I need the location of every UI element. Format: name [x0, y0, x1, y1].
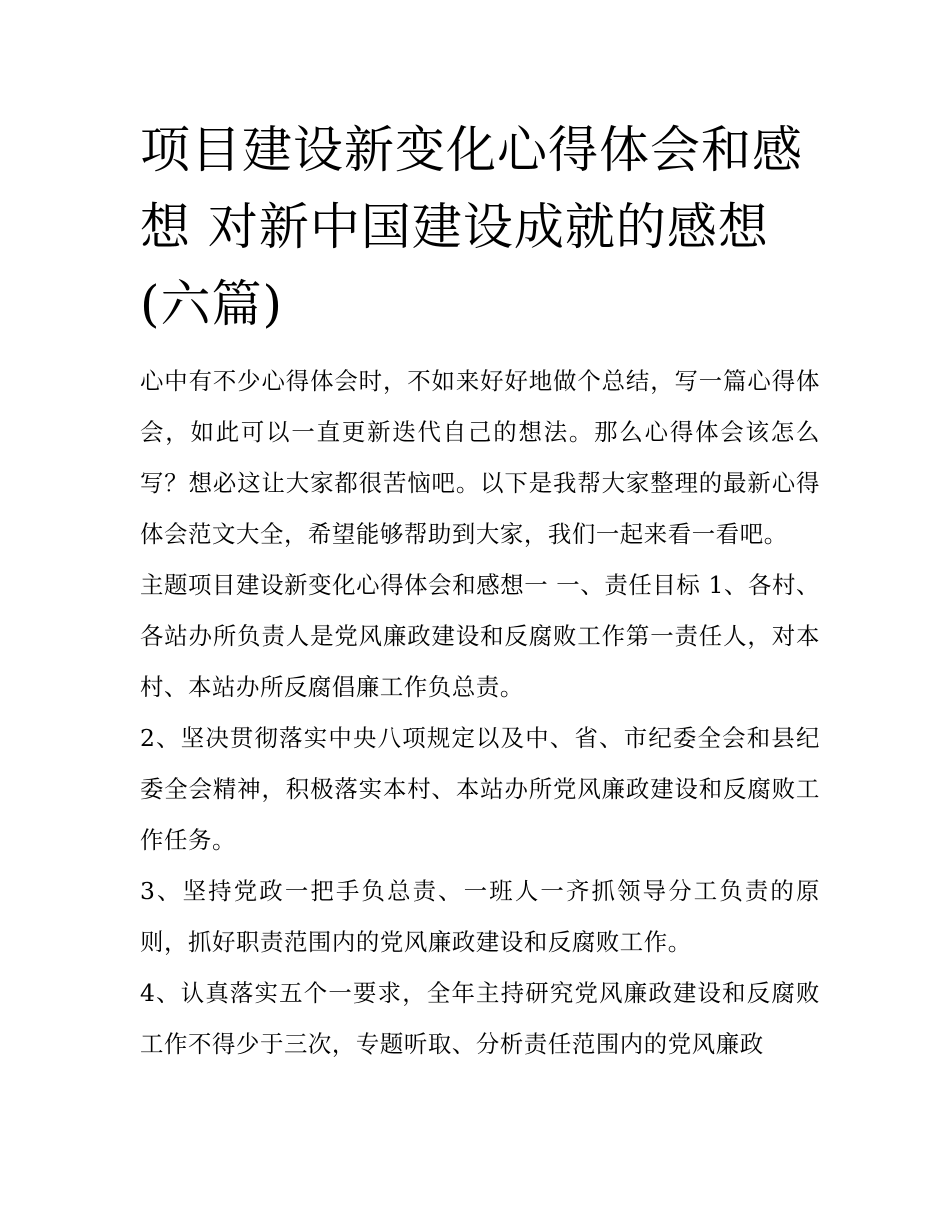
paragraph-section-1: 主题项目建设新变化心得体会和感想一 一、责任目标 1、各村、各站办所负责人是党风廉政建设和反腐败工作第一责任人，对本村、本站办所反腐倡廉工作负总责。 — [140, 571, 820, 701]
paragraph-item-3: 3、坚持党政一把手负总责、一班人一齐抓领导分工负责的原则，抓好职责范围内的党风廉政建设和反腐败工作。 — [140, 877, 820, 956]
document-title: 项目建设新变化心得体会和感想 对新中国建设成就的感想(六篇) — [140, 121, 803, 333]
document-body — [140, 356, 820, 1070]
paragraph-item-2: 2、坚决贯彻落实中央八项规定以及中、省、市纪委全会和县纪委全会精神，积极落实本村、本站办所党风廉政建设和反腐败工作任务。 — [140, 724, 820, 854]
paragraph-intro: 心中有不少心得体会时，不如来好好地做个总结，写一篇心得体会，如此可以一直更新迭代自己的想法。那么心得体会该怎么写？想必这让大家都很苦恼吧。以下是我帮大家整理的最新心得体会范文大全，希望能够帮助到大家，我们一起来看一看吧。 — [140, 367, 820, 548]
paragraph-item-4: 4、认真落实五个一要求，全年主持研究党风廉政建设和反腐败工作不得少于三次，专题听取、分析责任范围内的党风廉政 — [140, 979, 820, 1058]
